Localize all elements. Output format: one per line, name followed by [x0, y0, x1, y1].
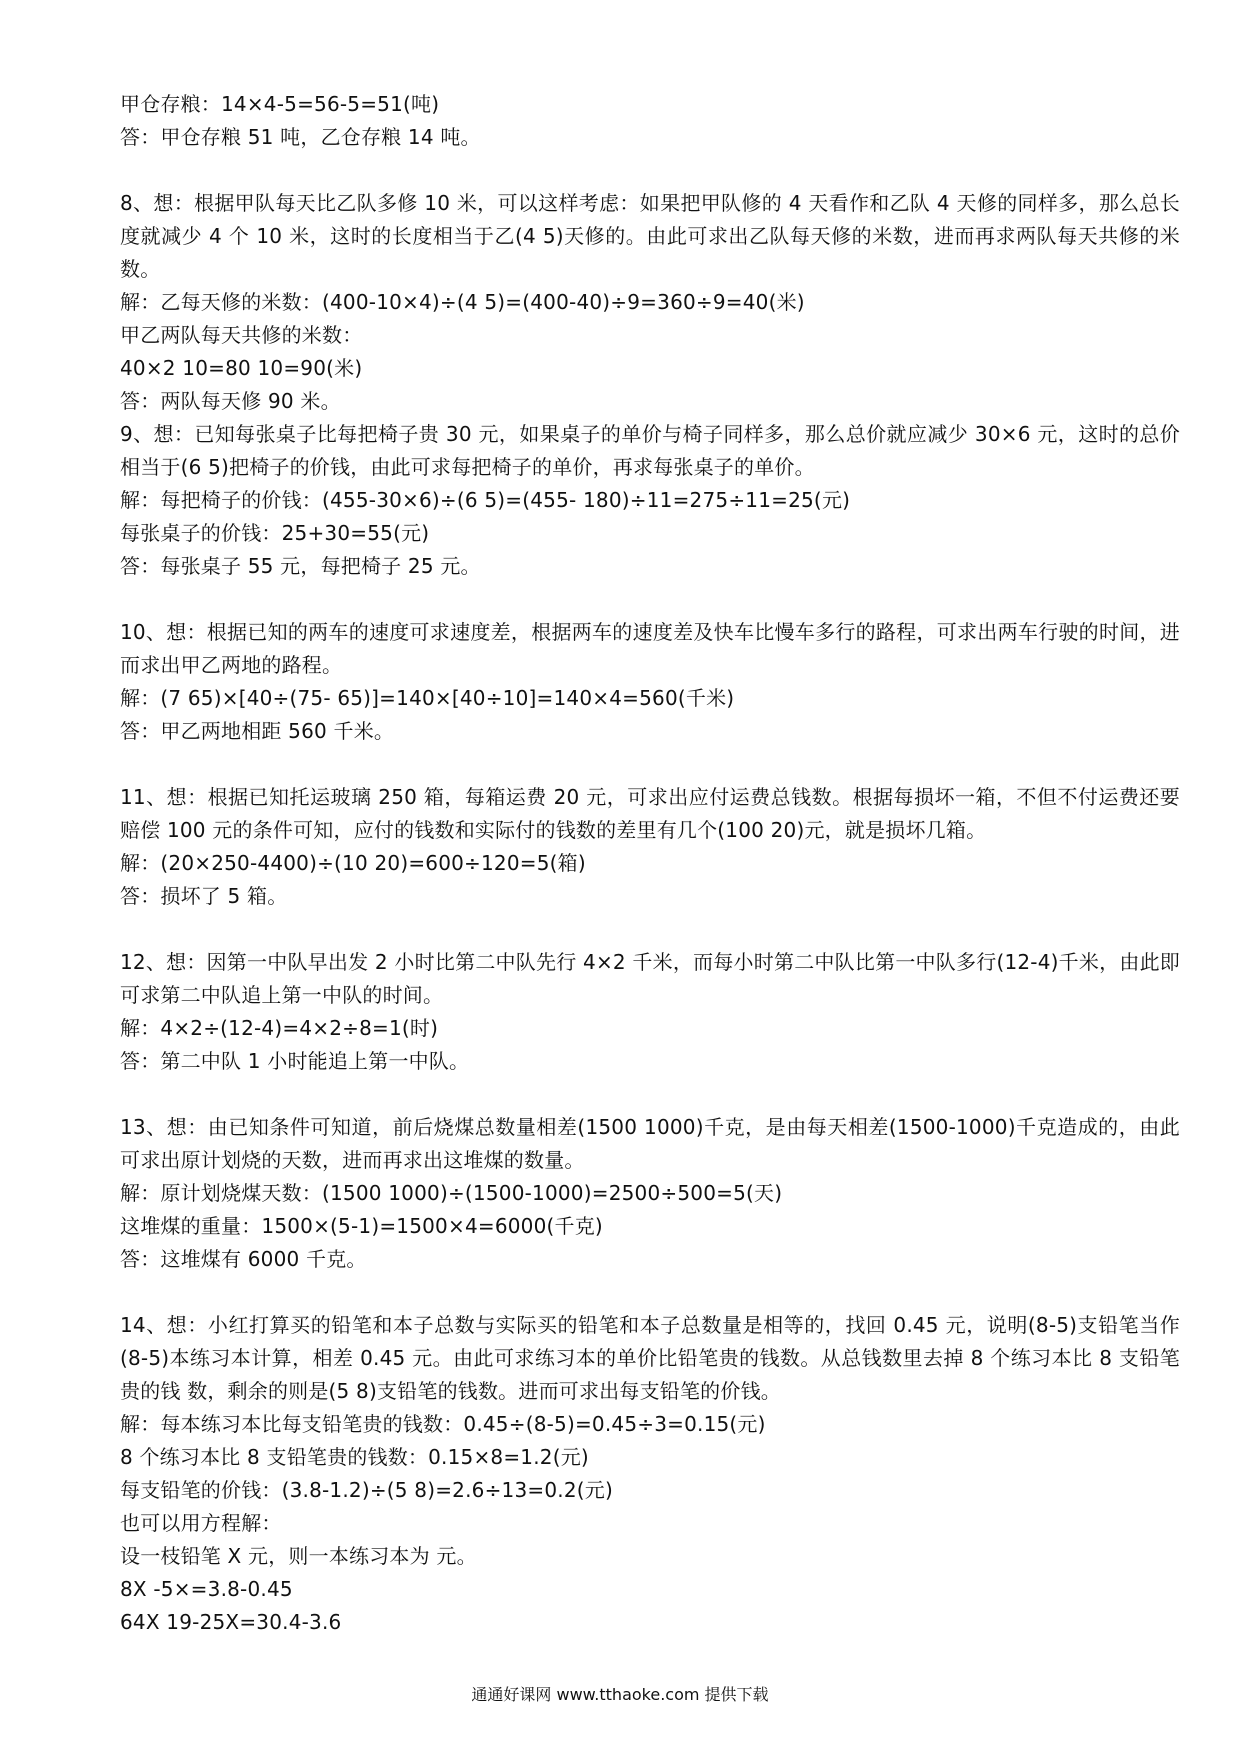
document-body: [120, 88, 1180, 1639]
problem-8-think: 8、想：根据甲队每天比乙队多修 10 米，可以这样考虑：如果把甲队修的 4 天看作和乙队 4 天修的同样多，那么总长度就减少 4 个 10 米，这时的长度相当于乙(4 5)天修的。由此可求出乙队每天修的米数，进而再求两队每天共修的米数。: [120, 191, 1180, 281]
text-line: 甲仓存粮：14×4-5=56-5=51(吨): [120, 92, 440, 116]
problem-11-answer: 答：损坏了 5 箱。: [120, 884, 288, 908]
problem-14: [120, 1309, 1180, 1639]
problem-14-line: 设一枝铅笔 X 元，则一本练习本为 元。: [120, 1544, 477, 1568]
problem-9-think: 9、想：已知每张桌子比每把椅子贵 30 元，如果桌子的单价与椅子同样多，那么总价就应减少 30×6 元，这时的总价相当于(6 5)把椅子的价钱，由此可求每把椅子的单价，再求每张桌子的单价。: [120, 422, 1180, 479]
problem-12: [120, 946, 1180, 1078]
problem-14-line: 每支铅笔的价钱：(3.8-1.2)÷(5 8)=2.6÷13=0.2(元): [120, 1478, 613, 1502]
paragraph-gap: [120, 154, 1180, 187]
problem-14-equation: 64X 19-25X=30.4-3.6: [120, 1610, 342, 1634]
problem-8-line: 甲乙两队每天共修的米数：: [120, 323, 363, 347]
problem-13-answer: 答：这堆煤有 6000 千克。: [120, 1247, 367, 1271]
paragraph-gap: [120, 748, 1180, 781]
problem-12-solution: 解：4×2÷(12-4)=4×2÷8=1(时): [120, 1016, 439, 1040]
problem-13-line: 这堆煤的重量：1500×(5-1)=1500×4=6000(千克): [120, 1214, 603, 1238]
problem-12-answer: 答：第二中队 1 小时能追上第一中队。: [120, 1049, 470, 1073]
paragraph-gap: [120, 1276, 1180, 1309]
problem-9: [120, 418, 1180, 583]
problem-11-think: 11、想：根据已知托运玻璃 250 箱，每箱运费 20 元，可求出应付运费总钱数。根据每损坏一箱，不但不付运费还要赔偿 100 元的条件可知，应付的钱数和实际付的钱数的差里有几个(100 20)元，就是损坏几箱。: [120, 785, 1180, 842]
problem-9-line: 每张桌子的价钱：25+30=55(元): [120, 521, 430, 545]
problem-10-solution: 解：(7 65)×[40÷(75- 65)]=140×[40÷10]=140×4=560(千米): [120, 686, 735, 710]
problem-8-solution: 解：乙每天修的米数：(400-10×4)÷(4 5)=(400-40)÷9=360÷9=40(米): [120, 290, 805, 314]
problem-12-think: 12、想：因第一中队早出发 2 小时比第二中队先行 4×2 千米，而每小时第二中队比第一中队多行(12-4)千米，由此即可求第二中队追上第一中队的时间。: [120, 950, 1180, 1007]
page-footer: 通通好课网 www.tthaoke.com 提供下载: [471, 1685, 769, 1704]
problem-9-solution: 解：每把椅子的价钱：(455-30×6)÷(6 5)=(455- 180)÷11=275÷11=25(元): [120, 488, 851, 512]
problem-14-think: 14、想：小红打算买的铅笔和本子总数与实际买的铅笔和本子总数量是相等的，找回 0.45 元，说明(8-5)支铅笔当作(8-5)本练习本计算，相差 0.45 元。由此可求练习本的单价比铅笔贵的钱数。从总钱数里去掉 8 个练习本比 8 支铅笔贵的钱 数，剩余的则是(5 8)支铅笔的钱数。进而可求出每支铅笔的价钱。: [120, 1313, 1180, 1403]
paragraph-gap: [120, 583, 1180, 616]
problem-13: [120, 1111, 1180, 1276]
problem-11: [120, 781, 1180, 913]
paragraph-gap: [120, 1078, 1180, 1111]
problem-10-answer: 答：甲乙两地相距 560 千米。: [120, 719, 395, 743]
paragraph-gap: [120, 913, 1180, 946]
problem-14-equation: 8X -5×=3.8-0.45: [120, 1577, 293, 1601]
problem-10-think: 10、想：根据已知的两车的速度可求速度差，根据两车的速度差及快车比慢车多行的路程，可求出两车行驶的时间，进而求出甲乙两地的路程。: [120, 620, 1180, 677]
problem-14-solution: 解：每本练习本比每支铅笔贵的钱数：0.45÷(8-5)=0.45÷3=0.15(元): [120, 1412, 766, 1436]
problem-14-line: 8 个练习本比 8 支铅笔贵的钱数：0.15×8=1.2(元): [120, 1445, 589, 1469]
problem-13-solution: 解：原计划烧煤天数：(1500 1000)÷(1500-1000)=2500÷500=5(天): [120, 1181, 783, 1205]
problem-11-solution: 解：(20×250-4400)÷(10 20)=600÷120=5(箱): [120, 851, 586, 875]
answer-line: 答：甲仓存粮 51 吨，乙仓存粮 14 吨。: [120, 125, 481, 149]
problem-10: [120, 616, 1180, 748]
problem-8-line: 40×2 10=80 10=90(米): [120, 356, 363, 380]
problem-8: [120, 187, 1180, 418]
problem-13-think: 13、想：由已知条件可知道，前后烧煤总数量相差(1500 1000)千克，是由每天相差(1500-1000)千克造成的，由此可求出原计划烧的天数，进而再求出这堆煤的数量。: [120, 1115, 1180, 1172]
problem-9-answer: 答：每张桌子 55 元，每把椅子 25 元。: [120, 554, 481, 578]
problem-8-answer: 答：两队每天修 90 米。: [120, 389, 341, 413]
problem-14-line: 也可以用方程解：: [120, 1511, 282, 1535]
